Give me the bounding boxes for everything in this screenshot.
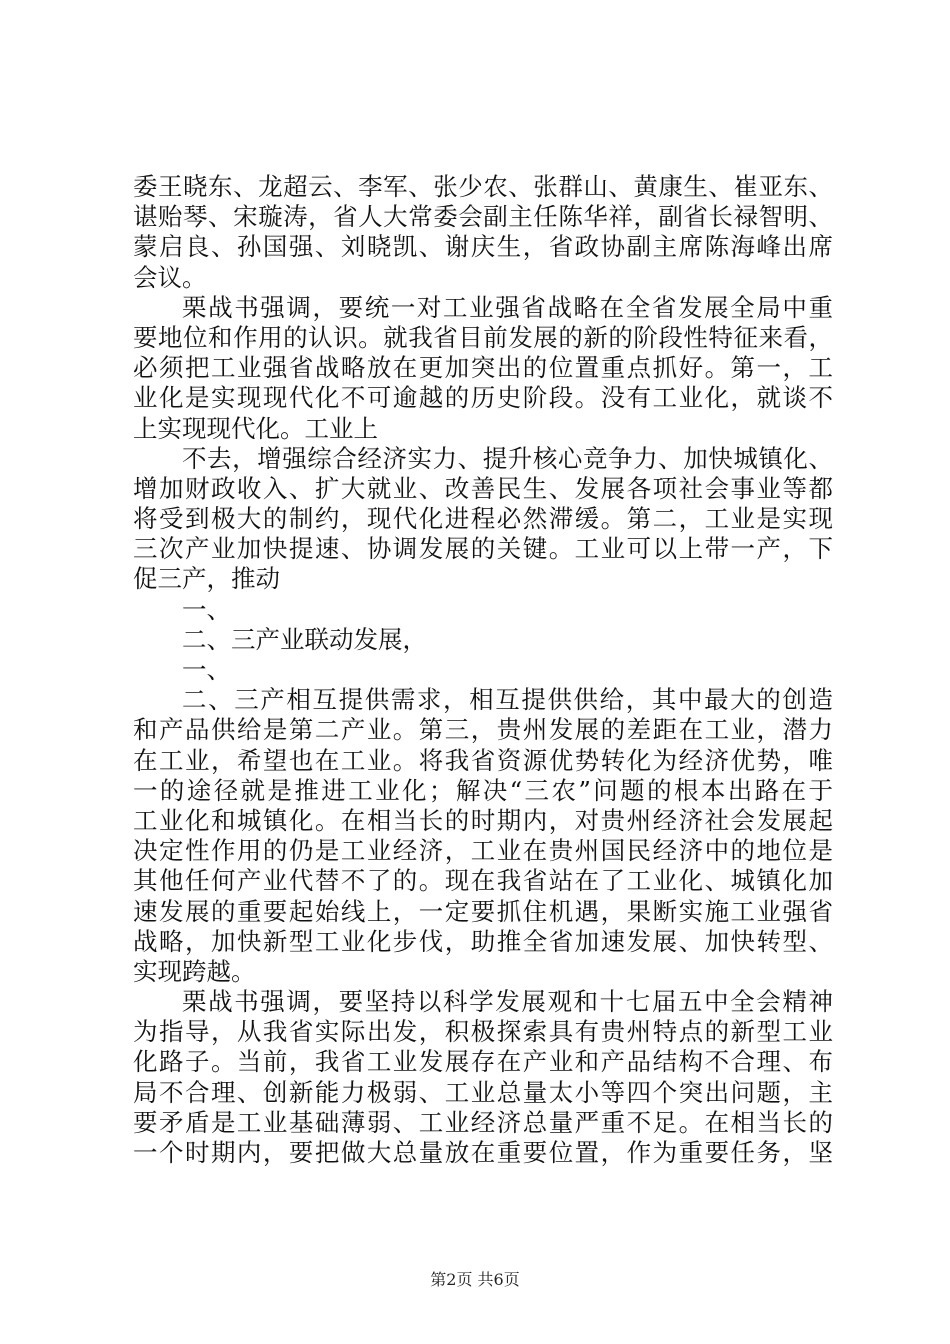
text-line: 其他任何产业代替不了的。现在我省站在了工业化、城镇化加 — [133, 866, 833, 896]
text-line: 和产品供给是第二产业。第三，贵州发展的差距在工业，潜力 — [133, 715, 833, 745]
text-line: 栗战书强调，要坚持以科学发展观和十七届五中全会精神 — [182, 987, 833, 1017]
text-line: 速发展的重要起始线上，一定要抓住机遇，果断实施工业强省 — [133, 896, 833, 926]
text-line: 将受到极大的制约，现代化进程必然滞缓。第二，工业是实现 — [133, 504, 833, 534]
document-body-text — [133, 172, 833, 1168]
text-line: 要矛盾是工业基础薄弱、工业经济总量严重不足。在相当长的 — [133, 1107, 833, 1137]
text-line: 工业化和城镇化。在相当长的时期内，对贵州经济社会发展起 — [133, 805, 833, 835]
text-line: 为指导，从我省实际出发，积极探索具有贵州特点的新型工业 — [133, 1017, 833, 1047]
text-line: 实现跨越。 — [133, 956, 256, 986]
text-line: 二、三产相互提供需求，相互提供供给，其中最大的创造 — [182, 685, 833, 715]
text-line: 在工业，希望也在工业。将我省资源优势转化为经济优势，唯 — [133, 745, 833, 775]
text-line: 栗战书强调，要统一对工业强省战略在全省发展全局中重 — [182, 292, 833, 322]
text-line: 局不合理、创新能力极弱、工业总量太小等四个突出问题，主 — [133, 1077, 833, 1107]
text-line: 委王晓东、龙超云、李军、张少农、张群山、黄康生、崔亚东、 — [133, 172, 833, 201]
text-line: 战略，加快新型工业化步伐，助推全省加速发展、加快转型、 — [133, 926, 833, 956]
text-line: 促三产，推动 — [133, 564, 280, 594]
text-line: 一个时期内，要把做大总量放在重要位置，作为重要任务，坚 — [133, 1138, 833, 1167]
text-line: 蒙启良、孙国强、刘晓凯、谢庆生，省政协副主席陈海峰出席 — [133, 232, 833, 262]
text-line: 决定性作用的仍是工业经济，工业在贵州国民经济中的地位是 — [133, 836, 833, 866]
text-line: 要地位和作用的认识。就我省目前发展的新的阶段性特征来看， — [133, 322, 833, 352]
text-line: 增加财政收入、扩大就业、改善民生、发展各项社会事业等都 — [133, 473, 833, 503]
text-line: 必须把工业强省战略放在更加突出的位置重点抓好。第一，工 — [133, 353, 833, 383]
text-line: 不去，增强综合经济实力、提升核心竞争力、加快城镇化、 — [182, 443, 833, 473]
page-number-footer: 第2页 共6页 — [430, 1270, 520, 1289]
text-line: 三次产业加快提速、协调发展的关键。工业可以上带一产，下 — [133, 534, 833, 564]
text-line: 会议。 — [133, 262, 207, 292]
text-line: 化路子。当前，我省工业发展存在产业和产品结构不合理、布 — [133, 1047, 833, 1077]
text-line: 一的途径就是推进工业化；解决“三农”问题的根本出路在于 — [133, 775, 833, 805]
text-line: 一、 — [182, 655, 231, 684]
text-line: 谌贻琴、宋璇涛，省人大常委会副主任陈华祥，副省长禄智明、 — [133, 202, 833, 232]
text-line: 上实现现代化。工业上 — [133, 413, 378, 443]
text-line: 二、三产业联动发展， — [182, 624, 427, 654]
text-line: 业化是实现现代化不可逾越的历史阶段。没有工业化，就谈不 — [133, 383, 833, 413]
text-line: 一、 — [182, 594, 231, 624]
